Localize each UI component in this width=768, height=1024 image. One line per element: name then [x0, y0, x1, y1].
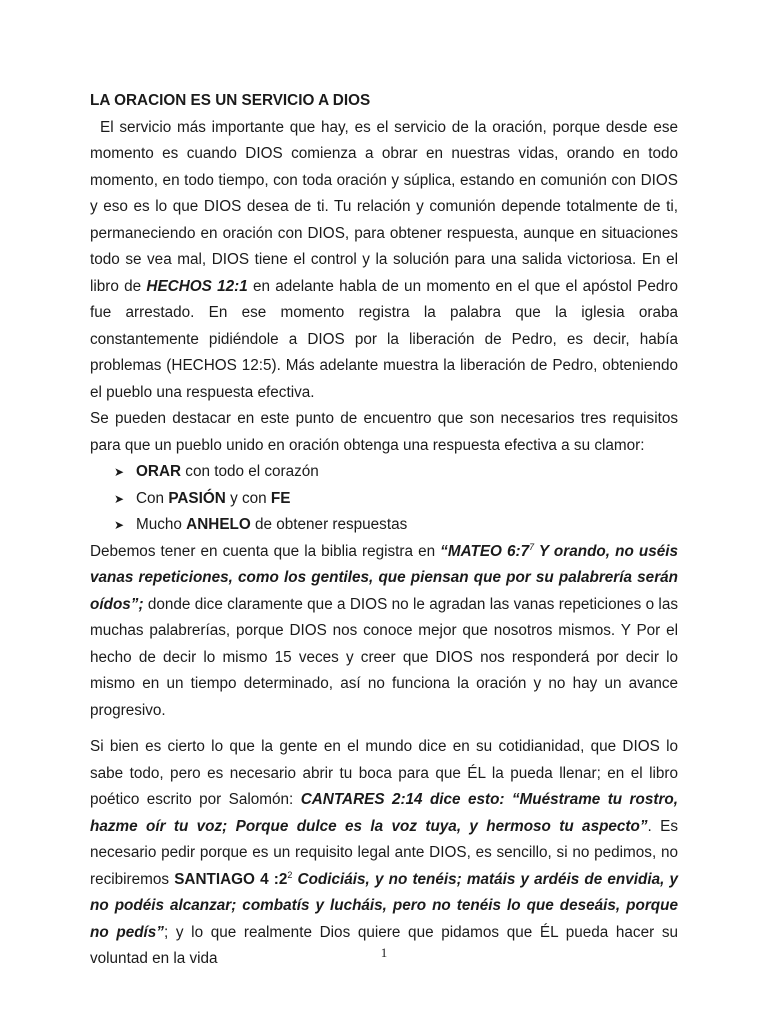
- list-item: ➤ ORAR con todo el corazón: [114, 459, 678, 486]
- arrow-bullet-icon: ➤: [114, 465, 125, 479]
- document-body: [90, 88, 678, 973]
- scripture-reference-mateo: “MATEO 6:7: [440, 542, 530, 560]
- scripture-reference-hechos: HECHOS 12:1: [146, 277, 248, 295]
- paragraph-mateo-text-b: donde dice claramente que a DIOS no le agradan las vanas repeticiones o las muchas palabrerías, porque DIOS nos conoce mejor que nosotros mismos. Y Por el hecho de decir lo mismo 15 veces y creer que DIOS nos responderá por decir lo mismo en un tiempo determinado, así no funciona la oración y no hay un avance progresivo.: [90, 595, 678, 719]
- verse-superscript: 7: [529, 541, 535, 552]
- paragraph-intro: [90, 115, 678, 407]
- paragraph-mateo: [90, 539, 678, 725]
- list-item: ➤ Mucho ANHELO de obtener respuestas: [114, 512, 678, 539]
- scripture-quote-cantares: CANTARES 2:14 dice esto: “Muéstrame tu rostro, hazme oír tu voz; Porque dulce es la voz tuya, y hermoso tu aspecto”: [90, 791, 678, 835]
- paragraph-cantares-text-b: . Es necesario pedir porque es un requisito legal ante DIOS, es sencillo, si no pedimos, no recibiremos: [90, 817, 678, 888]
- paragraph-cantares: [90, 734, 678, 973]
- scripture-reference-santiago: SANTIAGO 4 :2: [174, 870, 288, 888]
- page-number: 1: [380, 945, 388, 960]
- paragraph-intro-text-a: El servicio más importante que hay, es el servicio de la oración, porque desde ese momento es cuando DIOS comienza a obrar en nuestras vidas, orando en todo momento, en todo tiempo, con toda oración y súplica, estando en comunión con DIOS y eso es lo que DIOS desea de ti. Tu relación y comunión depende totalmente de ti, permaneciendo en oración con DIOS, para obtener respuesta, aunque en situaciones todo se vea mal, DIOS tiene el control y la solución para una salida victoriosa. En el libro de: [90, 118, 678, 295]
- arrow-bullet-icon: ➤: [114, 491, 125, 506]
- scripture-quote-santiago: Codiciáis, y no tenéis; matáis y ardéis de envidia, y no podéis alcanzar; combatís y lucháis, pero no tenéis lo que deseáis, porque no pedís”: [90, 870, 679, 941]
- paragraph-cantares-text-a: Si bien es cierto lo que la gente en el mundo dice en su cotidianidad, que DIOS lo sabe todo, pero es necesario abrir tu boca para que ÉL la pueda llenar; en el libro poético escrito por Salomón:: [90, 738, 678, 808]
- paragraph-cantares-text-c: ; y lo que realmente Dios quiere que pidamos que ÉL pueda hacer su voluntad en la vida: [90, 923, 678, 967]
- list-item: ➤ Con PASIÓN y con FE: [114, 486, 678, 513]
- scripture-quote-mateo: Y orando, no uséis vanas repeticiones, como los gentiles, que piensan que por su palabrería serán oídos”;: [90, 542, 678, 613]
- verse-superscript: 2: [287, 869, 293, 880]
- requirements-list: [90, 459, 678, 539]
- arrow-bullet-icon: ➤: [114, 518, 125, 532]
- paragraph-intro-text-b: en adelante habla de un momento en el que el apóstol Pedro fue arrestado. En ese momento registra la palabra que la iglesia oraba constantemente pidiéndole a DIOS por la liberación de Pedro, es decir, había problemas (HECHOS 12:5). Más adelante muestra la liberación de Pedro, obteniendo el pueblo una respuesta efectiva.: [90, 277, 679, 401]
- paragraph-requirements: Se pueden destacar en este punto de encuentro que son necesarios tres requisitos para que un pueblo unido en oración obtenga una respuesta efectiva a su clamor:: [90, 410, 678, 454]
- paragraph-mateo-text-a: Debemos tener en cuenta que la biblia registra en: [90, 542, 441, 560]
- document-title: LA ORACION ES UN SERVICIO A DIOS: [90, 92, 371, 109]
